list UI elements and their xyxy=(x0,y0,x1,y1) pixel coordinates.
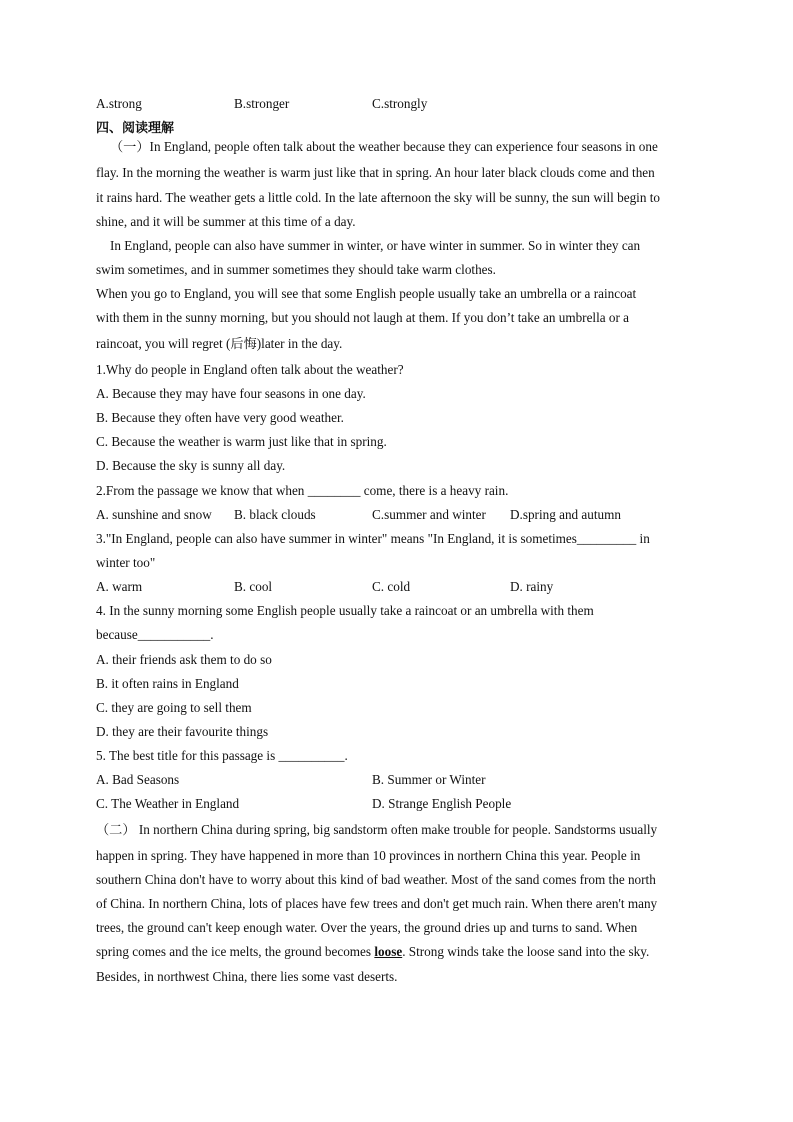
passage2-line: of China. In northern China, lots of places have few trees and don't get much rain. When there aren't many xyxy=(96,896,658,911)
q4-option-c: C. they are going to sell them xyxy=(96,700,252,715)
q3-stem-line1: 3."In England, people can also have summer in winter" means "In England, it is sometimes_________ in xyxy=(96,531,650,546)
q1-stem: 1.Why do people in England often talk about the weather? xyxy=(96,362,404,377)
q5-option-c: C. The Weather in England xyxy=(96,796,240,811)
q5-option-a: A. Bad Seasons xyxy=(96,772,180,787)
passage2-line: Besides, in northwest China, there lies some vast deserts. xyxy=(96,969,398,984)
q5-option-d: D. Strange English People xyxy=(372,796,512,811)
passage2-line: southern China don't have to worry about this kind of bad weather. Most of the sand comes from the north xyxy=(96,872,656,887)
passage2-line: trees, the ground can't keep enough water. Over the years, the ground dries up and turns to sand. When xyxy=(96,920,638,935)
passage1-line: raincoat, you will regret (后悔)later in the day. xyxy=(96,336,343,351)
passage1-line: it rains hard. The weather gets a little cold. In the late afternoon the sky will be sunny, the sun will begin to xyxy=(96,190,660,205)
q10-option-b: B.stronger xyxy=(234,96,290,111)
q2-option-b: B. black clouds xyxy=(234,507,316,522)
q2-option-a: A. sunshine and snow xyxy=(96,507,212,522)
q4-option-d: D. they are their favourite things xyxy=(96,724,269,739)
q1-option-d: D. Because the sky is sunny all day. xyxy=(96,458,286,473)
section-heading: 四、阅读理解 xyxy=(96,121,175,136)
q2-option-c: C.summer and winter xyxy=(372,507,486,522)
q1-option-b: B. Because they often have very good weather. xyxy=(96,410,344,425)
keyword-loose: loose xyxy=(374,944,403,959)
passage2-line: happen in spring. They have happened in more than 10 provinces in northern China this year. People in xyxy=(96,848,641,863)
q5-option-b: B. Summer or Winter xyxy=(372,772,486,787)
q3-option-a: A. warm xyxy=(96,579,143,594)
q10-option-a: A.strong xyxy=(96,96,142,111)
passage1-line: swim sometimes, and in summer sometimes they should take warm clothes. xyxy=(96,262,496,277)
q5-stem: 5. The best title for this passage is __________. xyxy=(96,748,348,763)
q3-option-c: C. cold xyxy=(372,579,411,594)
q3-option-b: B. cool xyxy=(234,579,273,594)
q4-option-a: A. their friends ask them to do so xyxy=(96,652,272,667)
passage1-line: flay. In the morning the weather is warm just like that in spring. An hour later black clouds come and then xyxy=(96,165,655,180)
q4-stem-line2: because___________. xyxy=(96,627,214,642)
passage2-line: （二） In northern China during spring, big sandstorm often make trouble for people. Sandstorms usually xyxy=(96,822,658,837)
passage1-line: When you go to England, you will see that some English people usually take an umbrella or a raincoat xyxy=(96,286,637,301)
q2-stem: 2.From the passage we know that when ________ come, there is a heavy rain. xyxy=(96,483,509,498)
passage1-line: In England, people can also have summer in winter, or have winter in summer. So in winter they can xyxy=(110,238,641,253)
q2-option-d: D.spring and autumn xyxy=(510,507,621,522)
q10-option-c: C.strongly xyxy=(372,96,428,111)
q4-option-b: B. it often rains in England xyxy=(96,676,239,691)
passage2-line: spring comes and the ice melts, the ground becomes loose. Strong winds take the loose sand into the sky. xyxy=(96,944,650,959)
q3-option-d: D. rainy xyxy=(510,579,554,594)
q4-stem-line1: 4. In the sunny morning some English people usually take a raincoat or an umbrella with them xyxy=(96,603,594,618)
passage1-line: （一）In England, people often talk about the weather because they can experience four seasons in one xyxy=(110,139,658,154)
q1-option-a: A. Because they may have four seasons in one day. xyxy=(96,386,366,401)
passage1-line: with them in the sunny morning, but you should not laugh at them. If you don’t take an umbrella or a xyxy=(96,310,630,325)
passage1-line: shine, and it will be summer at this time of a day. xyxy=(96,214,356,229)
q3-stem-line2: winter too" xyxy=(96,555,156,570)
q1-option-c: C. Because the weather is warm just like that in spring. xyxy=(96,434,387,449)
